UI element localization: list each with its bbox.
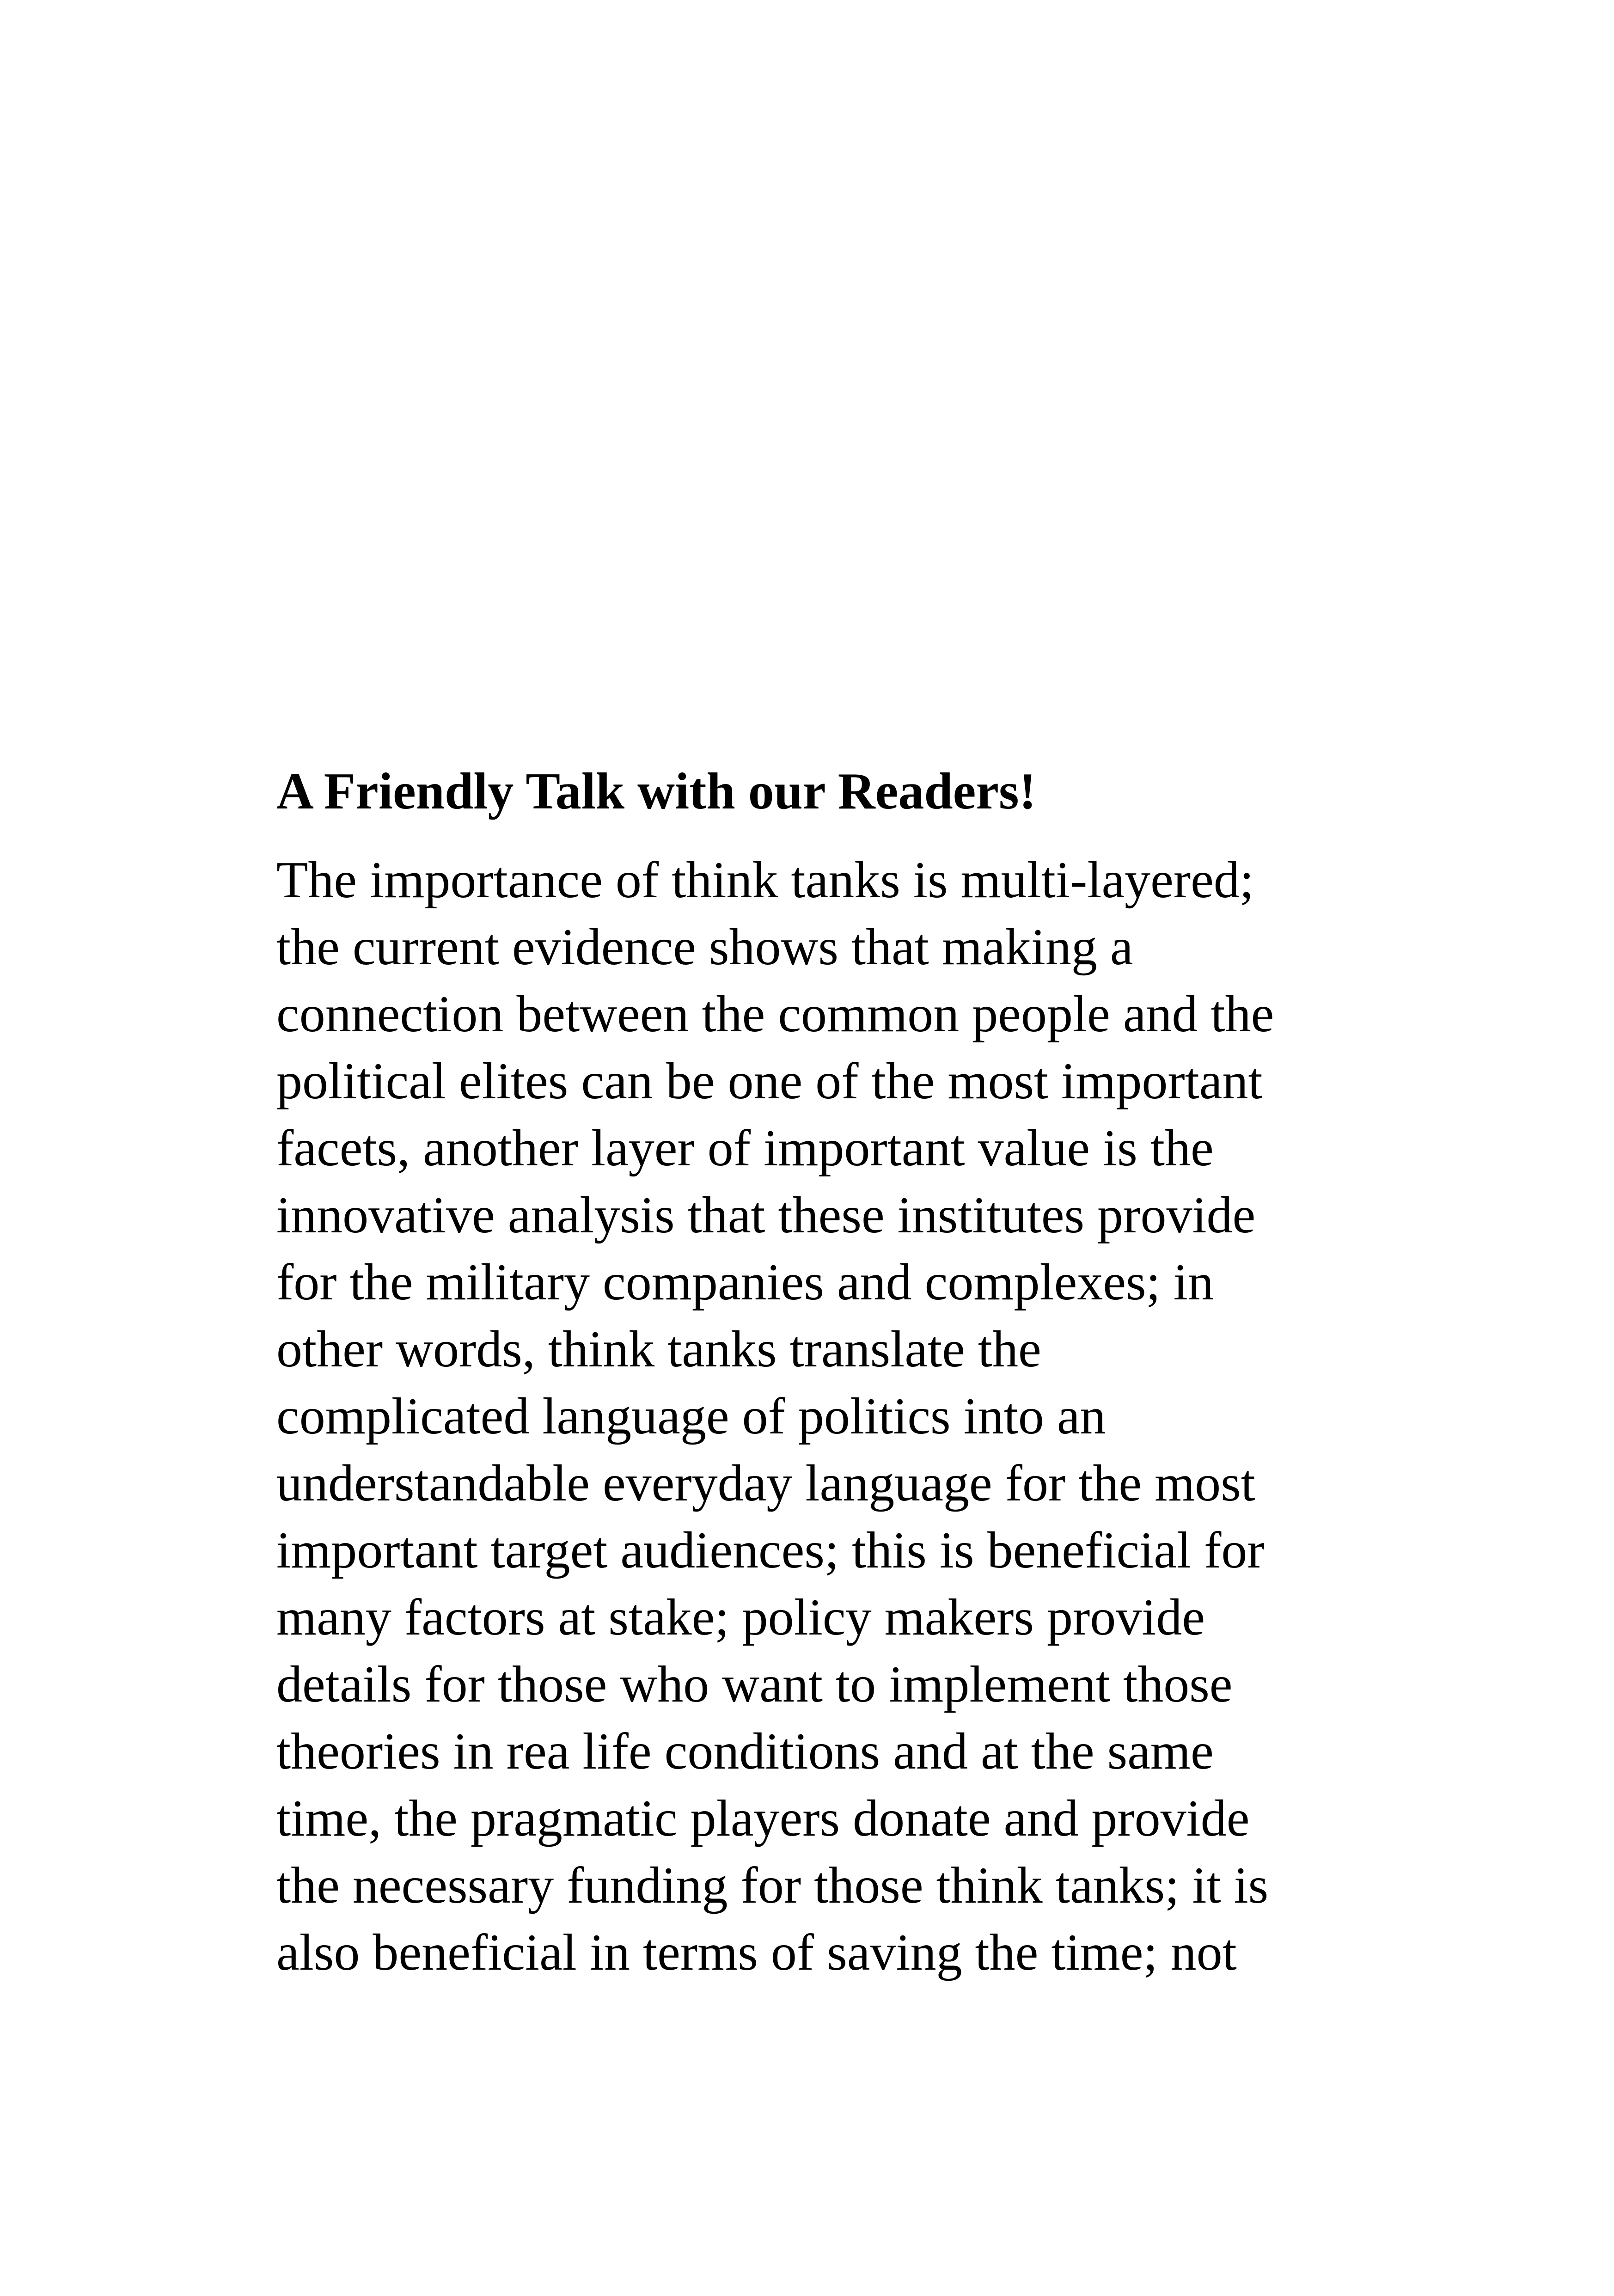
- body-line: theories in rea life conditions and at the same: [276, 1723, 1214, 1780]
- body-line: connection between the common people and the: [276, 986, 1274, 1043]
- body-line: innovative analysis that these institutes provide: [276, 1187, 1256, 1244]
- body-line: important target audiences; this is beneficial for: [276, 1522, 1265, 1579]
- article: [276, 758, 1349, 1986]
- body-line: many factors at stake; policy makers provide: [276, 1589, 1205, 1646]
- body-line: The importance of think tanks is multi-layered;: [276, 851, 1254, 909]
- body-line: facets, another layer of important value is the: [276, 1120, 1214, 1177]
- body-line: details for those who want to implement those: [276, 1656, 1233, 1713]
- body-line: the necessary funding for those think tanks; it is: [276, 1857, 1269, 1914]
- body-line: other words, think tanks translate the: [276, 1321, 1041, 1378]
- body-line: complicated language of politics into an: [276, 1388, 1106, 1445]
- body-line: for the military companies and complexes; in: [276, 1254, 1214, 1311]
- article-title: A Friendly Talk with our Readers!: [276, 763, 1036, 820]
- body-line: understandable everyday language for the most: [276, 1455, 1255, 1512]
- body-line: also beneficial in terms of saving the time; not: [276, 1924, 1237, 1981]
- body-line: political elites can be one of the most important: [276, 1053, 1263, 1110]
- body-line: time, the pragmatic players donate and provide: [276, 1790, 1250, 1847]
- body-line: the current evidence shows that making a: [276, 918, 1133, 976]
- article-body: [276, 847, 1349, 1986]
